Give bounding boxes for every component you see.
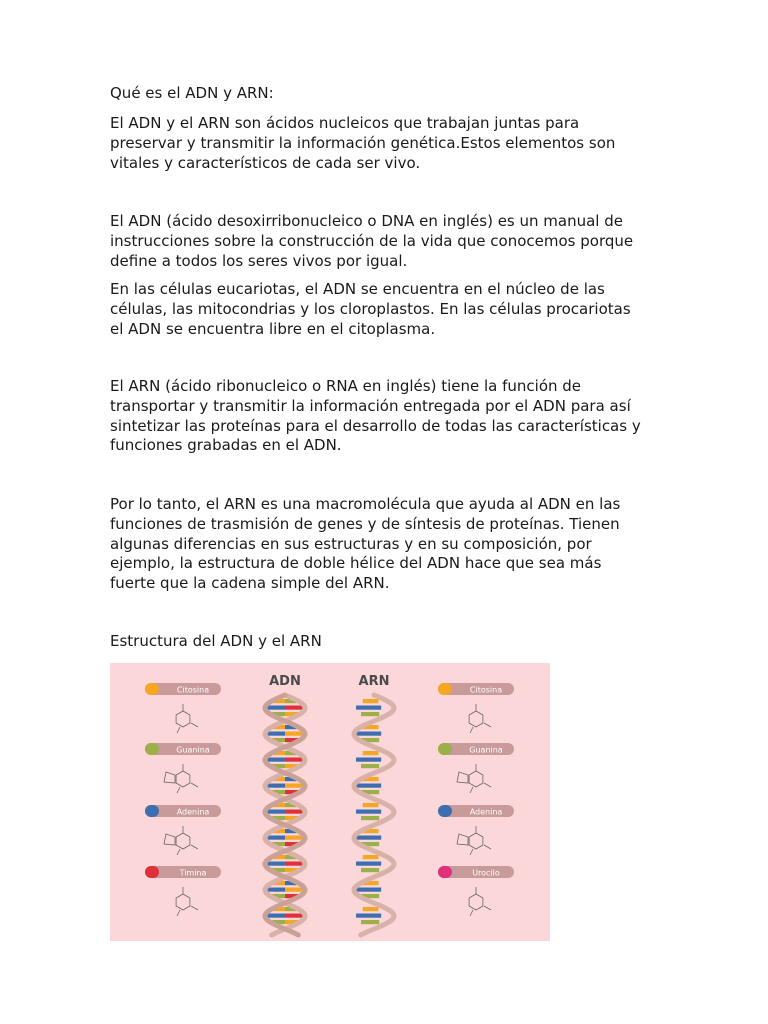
adn-base-pair-right (285, 862, 303, 866)
adn-base-pair-right (285, 810, 303, 814)
base-name: Timina (179, 868, 207, 878)
adn-base-pair-left (267, 758, 285, 762)
molecule-icon (176, 887, 198, 916)
arn-base (361, 712, 379, 716)
left-base-2 (145, 805, 221, 855)
arn-base (356, 784, 381, 788)
base-name: Citosina (469, 685, 503, 695)
base-color-swatch (145, 866, 159, 878)
molecule-icon (176, 704, 198, 733)
adn-base-pair-right (285, 784, 303, 788)
right-base-0 (438, 683, 514, 733)
molecule-icon (457, 764, 491, 793)
arn-base (356, 706, 381, 710)
arn-base (356, 732, 381, 736)
arn-base (356, 888, 381, 892)
molecule-icon (164, 764, 198, 793)
adn-base-pair-left (267, 706, 285, 710)
adn-base-pair-left (267, 888, 285, 892)
adn-base-pair-left (267, 732, 285, 736)
base-color-swatch (438, 683, 452, 695)
base-name: Guanina (469, 745, 503, 755)
adn-base-pair-left (267, 836, 285, 840)
arn-base (363, 855, 379, 859)
adn-helix (265, 695, 305, 935)
molecule-icon (469, 887, 491, 916)
arn-helix (354, 695, 394, 935)
base-name: Urocilo (472, 868, 500, 878)
adn-base-pair-left (267, 862, 285, 866)
arn-base (363, 699, 379, 703)
helices-group (265, 695, 394, 935)
adn-base-pair-left (267, 914, 285, 918)
left-base-0 (145, 683, 221, 733)
left-base-legend (145, 683, 221, 916)
molecule-icon (164, 826, 198, 855)
paragraph-arn: El ARN (ácido ribonucleico o RNA en inglés) tiene la función de transportar y transmitir la información entregada por el ADN para así sintetizar las proteínas para el desarrollo de todas las características y funciones grabadas en el ADN. (110, 377, 641, 455)
arn-base (361, 816, 379, 820)
base-color-swatch (438, 805, 452, 817)
arn-base (363, 751, 379, 755)
dna-rna-structure-figure (110, 663, 550, 941)
right-base-legend (438, 683, 514, 916)
arn-base (356, 862, 381, 866)
arn-base (363, 803, 379, 807)
base-color-swatch (145, 743, 159, 755)
left-base-1 (145, 743, 221, 793)
paragraph-adn: El ADN (ácido desoxirribonucleico o DNA en inglés) es un manual de instrucciones sobre la construcción de la vida que conocemos porque define a todos los seres vivos por igual. (110, 212, 634, 270)
adn-base-pair-left (267, 784, 285, 788)
adn-title: ADN (269, 674, 301, 689)
base-name: Citosina (176, 685, 210, 695)
adn-base-pair-right (285, 914, 303, 918)
right-base-3 (438, 866, 514, 916)
base-name: Guanina (176, 745, 210, 755)
base-color-swatch (438, 743, 452, 755)
base-name: Adenina (176, 807, 210, 817)
paragraph-conclusion: Por lo tanto, el ARN es una macromolécula que ayuda al ADN en las funciones de trasmisión de genes y de síntesis de proteínas. Tienen algunas diferencias en sus estructuras y en su composición, por ejemplo, la estructura de doble hélice del ADN hace que sea más fuerte que la cadena simple del ARN. (110, 495, 621, 593)
arn-base (363, 907, 379, 911)
right-base-1 (438, 743, 514, 793)
left-base-3 (145, 866, 221, 916)
arn-title: ARN (358, 674, 390, 689)
right-base-2 (438, 805, 514, 855)
arn-base (361, 764, 379, 768)
arn-base (356, 810, 381, 814)
arn-strand-a (354, 695, 394, 935)
base-color-swatch (145, 683, 159, 695)
adn-base-pair-right (285, 706, 303, 710)
adn-base-pair-right (285, 732, 303, 736)
document-heading: Qué es el ADN y ARN: (110, 84, 274, 102)
arn-base (356, 914, 381, 918)
paragraph-eucariotas: En las células eucariotas, el ADN se encuentra en el núcleo de las células, las mitocondrias y los cloroplastos. En las células procariotas el ADN se encuentra libre en el citoplasma. (110, 280, 631, 338)
paragraph-intro: El ADN y el ARN son ácidos nucleicos que trabajan juntas para preservar y transmitir la información genética.Estos elementos son vitales y característicos de cada ser vivo. (110, 114, 616, 172)
molecule-icon (457, 826, 491, 855)
molecule-icon (469, 704, 491, 733)
dna-rna-illustration (110, 663, 550, 941)
adn-base-pair-right (285, 836, 303, 840)
base-color-swatch (438, 866, 452, 878)
adn-base-pair-right (285, 888, 303, 892)
adn-base-pair-right (285, 758, 303, 762)
arn-base (361, 920, 379, 924)
arn-base (361, 868, 379, 872)
base-name: Adenina (469, 807, 503, 817)
base-color-swatch (145, 805, 159, 817)
arn-base (356, 836, 381, 840)
adn-base-pair-left (267, 810, 285, 814)
arn-base (356, 758, 381, 762)
figure-caption: Estructura del ADN y el ARN (110, 632, 322, 650)
